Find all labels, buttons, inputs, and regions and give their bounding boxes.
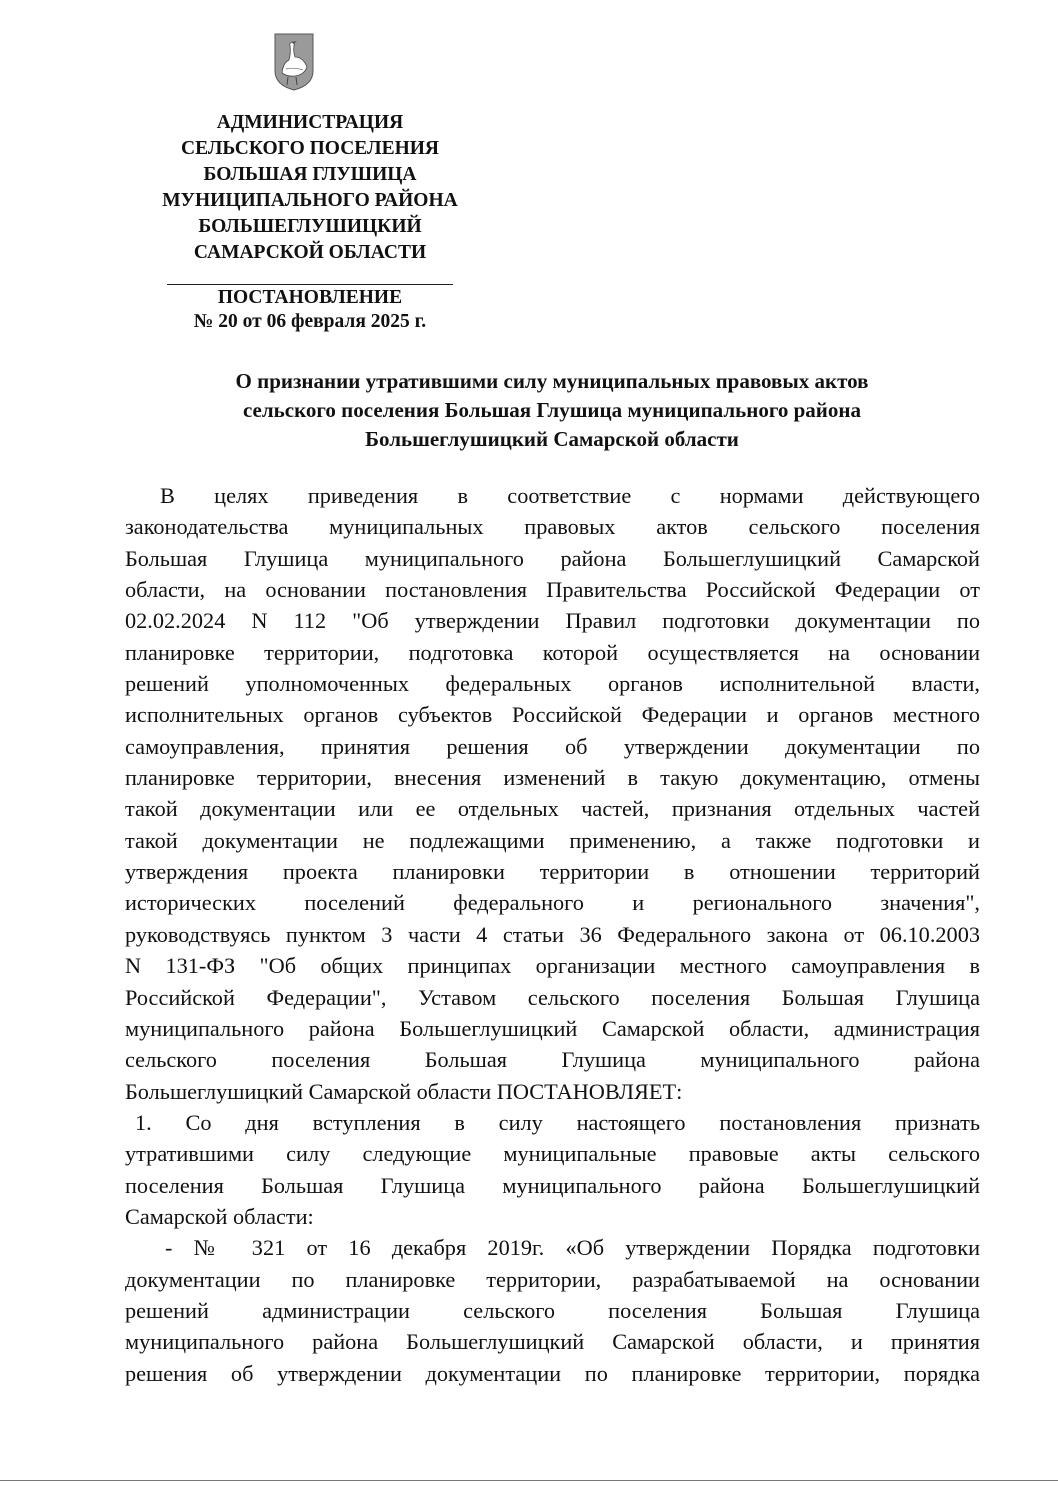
body-line: Большая Глушица муниципального района Большеглушицкий Самарской [125, 545, 980, 571]
document-body [125, 480, 980, 1389]
body-line: планировке территории, внесения изменений в такую документацию, отмены [125, 765, 980, 791]
body-line: N 131-ФЗ "Об общих принципах организации местного самоуправления в [125, 953, 980, 979]
body-line: утратившими силу следующие муниципальные правовые акты сельского [125, 1141, 980, 1167]
body-line: области, на основании постановления Правительства Российской Федерации от [125, 577, 980, 603]
body-line: решений уполномоченных федеральных органов исполнительной власти, [125, 671, 980, 697]
body-line: исполнительных органов субъектов Российской Федерации и органов местного [125, 702, 980, 728]
page-bottom-edge [0, 1480, 1058, 1481]
body-line: планировке территории, подготовка которой осуществляется на основании [125, 639, 980, 665]
document-number-date: № 20 от 06 февраля 2025 г. [193, 311, 427, 332]
body-line: поселения Большая Глушица муниципального района Большеглушицкий [125, 1172, 980, 1198]
title-line: сельского поселения Большая Глушица муниципального района [242, 398, 861, 422]
body-line: решений администрации сельского поселения Большая Глушица [125, 1297, 980, 1323]
org-name-line: БОЛЬШЕГЛУШИЦКИЙ [198, 216, 422, 237]
body-line: сельского поселения Большая Глушица муниципального района [125, 1047, 980, 1073]
body-line: 02.02.2024 N 112 "Об утверждении Правил подготовки документации по [125, 608, 980, 634]
body-line: муниципального района Большеглушицкий Самарской области, администрация [125, 1015, 980, 1041]
org-name-line: МУНИЦИПАЛЬНОГО РАЙОНА [162, 190, 458, 211]
body-line: утверждения проекта планировки территории в отношении территорий [125, 859, 980, 885]
title-line: О признании утратившими силу муниципальных правовых актов [235, 369, 869, 393]
body-line: Самарской области: [125, 1203, 314, 1229]
document-title [120, 367, 984, 454]
body-line: Большеглушицкий Самарской области ПОСТАНОВЛЯЕТ: [125, 1078, 683, 1104]
body-line: исторических поселений федерального и регионального значения", [125, 890, 980, 916]
org-name-line: СЕЛЬСКОГО ПОСЕЛЕНИЯ [181, 138, 439, 159]
body-line: такой документации не подлежащими применению, а также подготовки и [125, 827, 980, 853]
body-line: муниципального района Большеглушицкий Самарской области, и принятия [125, 1329, 980, 1355]
title-line: Большеглушицкий Самарской области [365, 427, 739, 451]
body-line: руководствуясь пунктом 3 части 4 статьи 36 Федерального закона от 06.10.2003 [125, 921, 980, 947]
header-divider [167, 284, 453, 285]
document-type: ПОСТАНОВЛЕНИЕ [217, 287, 403, 308]
bustard-coat-of-arms-icon [274, 33, 314, 91]
body-line: такой документации или ее отдельных частей, признания отдельных частей [125, 796, 980, 822]
body-line: 1. Со дня вступления в силу настоящего постановления признать [135, 1109, 980, 1135]
org-name-line: САМАРСКОЙ ОБЛАСТИ [193, 242, 427, 263]
body-line: законодательства муниципальных правовых актов сельского поселения [125, 514, 980, 540]
org-name-line: АДМИНИСТРАЦИЯ [216, 112, 404, 133]
organization-header [120, 110, 500, 266]
body-line: документации по планировке территории, разрабатываемой на основании [125, 1266, 980, 1292]
org-name-line: БОЛЬШАЯ ГЛУШИЦА [203, 164, 417, 185]
body-line: - № 321 от 16 декабря 2019г. «Об утверждении Порядка подготовки [165, 1235, 980, 1261]
body-line: В целях приведения в соответствие с нормами действующего [160, 483, 980, 508]
body-line: Российской Федерации", Уставом сельского поселения Большая Глушица [125, 984, 980, 1010]
body-line: решения об утверждении документации по планировке территории, порядка [125, 1360, 980, 1386]
body-line: самоуправления, принятия решения об утверждении документации по [125, 733, 980, 759]
